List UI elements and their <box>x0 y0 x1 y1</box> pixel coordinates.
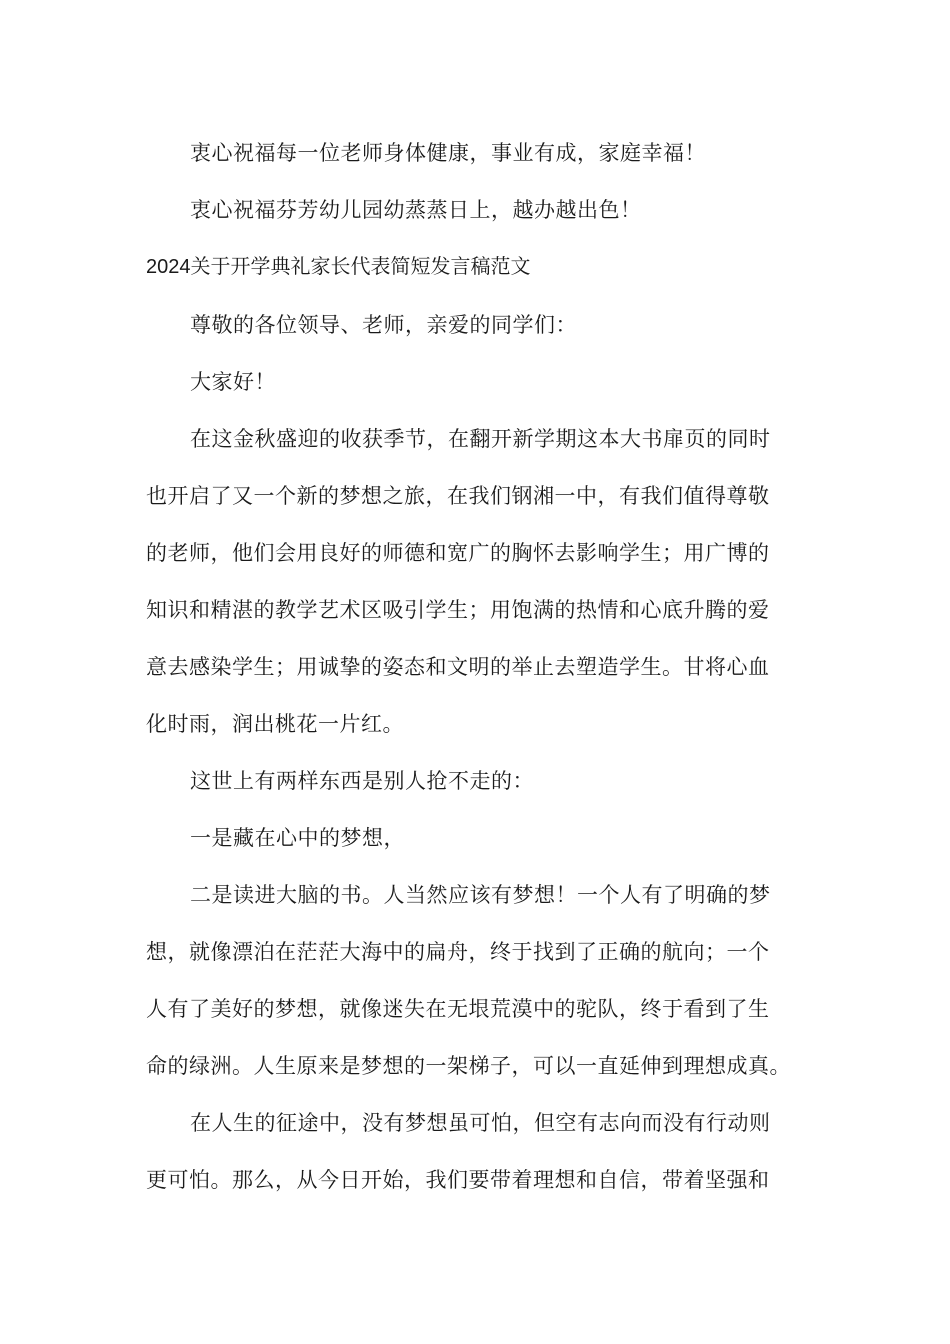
greeting: 大家好！ <box>190 370 276 394</box>
paragraph-line: 人有了美好的梦想，就像迷失在无垠荒漠中的驼队，终于看到了生 <box>146 997 770 1021</box>
paragraph-line: 更可怕。那么，从今日开始，我们要带着理想和自信，带着坚强和 <box>146 1168 770 1192</box>
paragraph-line: 在这金秋盛迎的收获季节，在翻开新学期这本大书扉页的同时 <box>190 427 771 451</box>
paragraph-line: 衷心祝福每一位老师身体健康，事业有成，家庭幸福！ <box>190 141 706 165</box>
paragraph-line: 想，就像漂泊在茫茫大海中的扁舟，终于找到了正确的航向；一个 <box>146 940 770 964</box>
paragraph-line: 这世上有两样东西是别人抢不走的： <box>190 769 534 793</box>
paragraph-line: 衷心祝福芬芳幼儿园幼蒸蒸日上，越办越出色！ <box>190 198 642 222</box>
paragraph-line: 也开启了又一个新的梦想之旅，在我们钢湘一中，有我们值得尊敬 <box>146 484 770 508</box>
paragraph-line: 二是读进大脑的书。人当然应该有梦想！一个人有了明确的梦 <box>190 883 771 907</box>
salutation: 尊敬的各位领导、老师，亲爱的同学们： <box>190 313 577 337</box>
paragraph-line: 命的绿洲。人生原来是梦想的一架梯子，可以一直延伸到理想成真。 <box>146 1054 791 1078</box>
paragraph-line: 知识和精湛的教学艺术区吸引学生；用饱满的热情和心底升腾的爱 <box>146 598 770 622</box>
paragraph-line: 化时雨，润出桃花一片红。 <box>146 712 404 736</box>
paragraph-line: 在人生的征途中，没有梦想虽可怕，但空有志向而没有行动则 <box>190 1111 771 1135</box>
paragraph-line: 的老师，他们会用良好的师德和宽广的胸怀去影响学生；用广博的 <box>146 541 770 565</box>
paragraph-line: 意去感染学生；用诚挚的姿态和文明的举止去塑造学生。甘将心血 <box>146 655 770 679</box>
section-heading: 2024关于开学典礼家长代表简短发言稿范文 <box>146 256 531 278</box>
paragraph-line: 一是藏在心中的梦想， <box>190 826 405 850</box>
